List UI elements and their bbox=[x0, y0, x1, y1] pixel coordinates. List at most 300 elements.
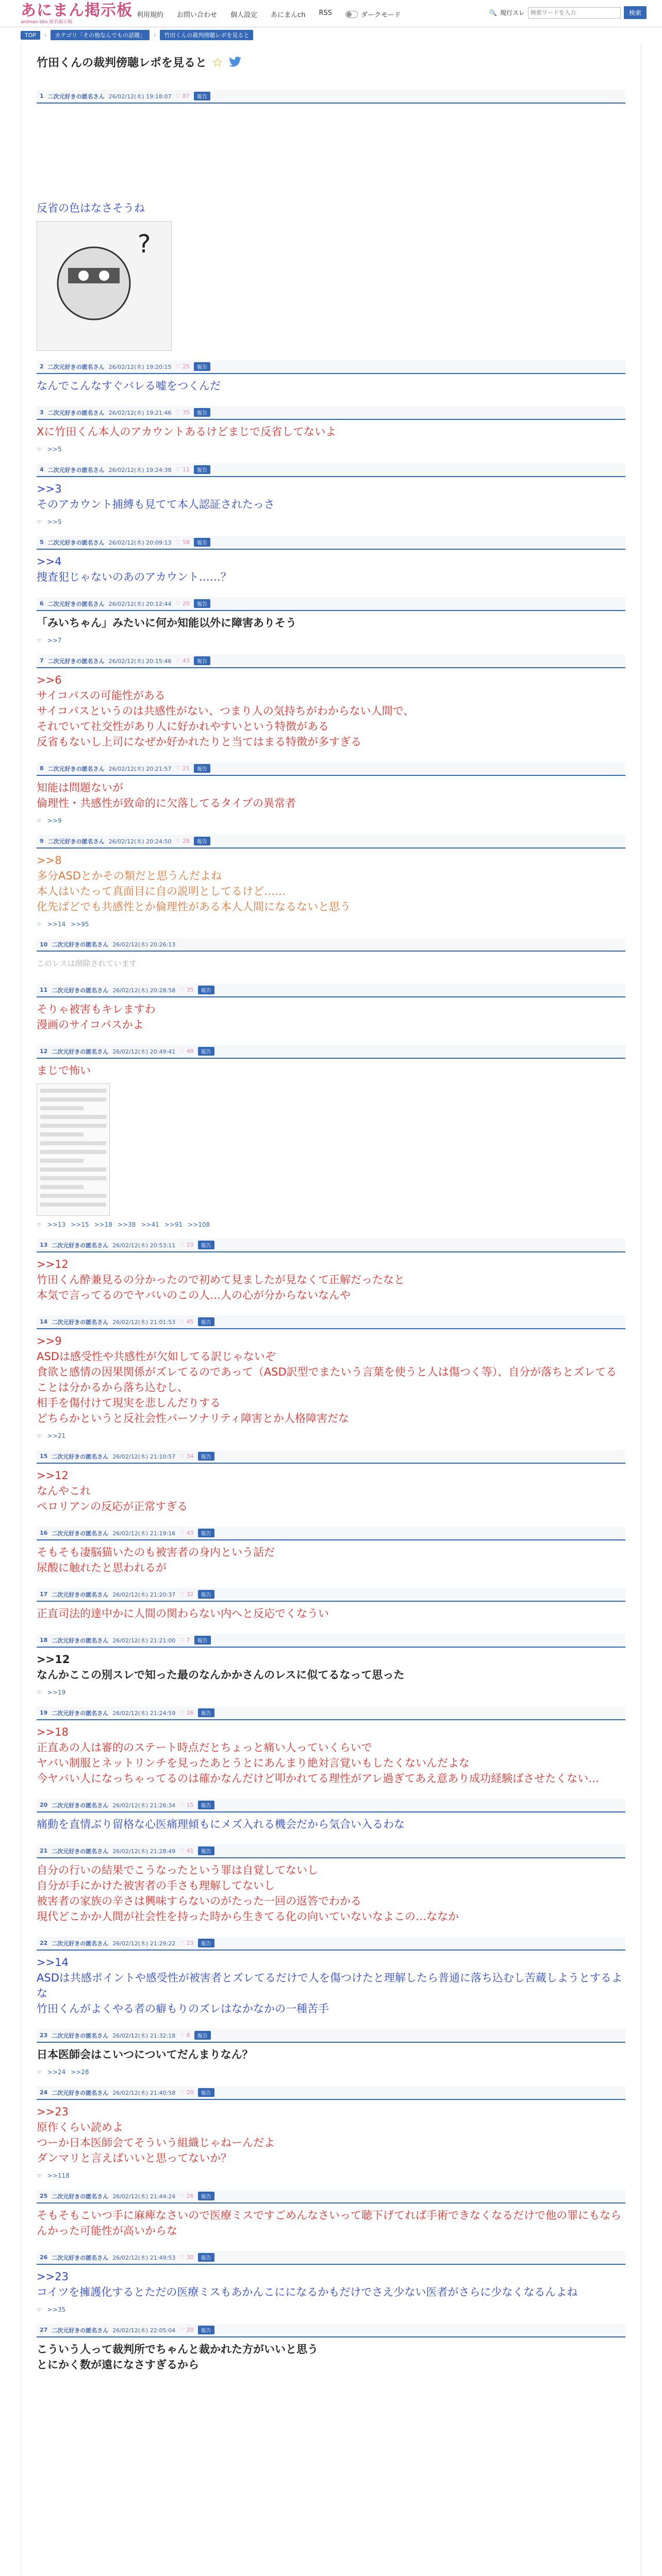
report-button[interactable]: 報告 bbox=[194, 408, 210, 417]
report-button[interactable]: 報告 bbox=[198, 1846, 214, 1855]
report-button[interactable]: 報告 bbox=[194, 92, 210, 100]
post-body bbox=[37, 2265, 625, 2303]
post-number[interactable]: 17 bbox=[40, 1591, 48, 1598]
heart-icon: ♡ bbox=[175, 838, 183, 844]
thread-title-row bbox=[37, 43, 625, 80]
like-button[interactable] bbox=[179, 987, 193, 993]
nav-terms[interactable]: 利用規約 bbox=[137, 11, 164, 19]
reply-anchor-link[interactable]: >>23 bbox=[37, 2106, 69, 2118]
like-button[interactable] bbox=[176, 765, 190, 772]
report-button[interactable]: 報告 bbox=[198, 2088, 214, 2097]
reply-link[interactable]: >>91 bbox=[164, 1221, 183, 1228]
search-bar bbox=[489, 6, 647, 19]
report-button[interactable]: 報告 bbox=[198, 1241, 214, 1249]
report-button[interactable]: 報告 bbox=[198, 2253, 214, 2262]
post-author: 二次元好きの匿名さん bbox=[52, 1709, 109, 1717]
like-button[interactable] bbox=[179, 2089, 193, 2096]
like-button[interactable] bbox=[179, 1048, 193, 1055]
post-author: 二次元好きの匿名さん bbox=[52, 2327, 109, 2334]
like-count: 11 bbox=[182, 466, 190, 473]
search-input[interactable] bbox=[528, 7, 621, 19]
post-number[interactable]: 14 bbox=[40, 1318, 48, 1325]
reply-links bbox=[37, 2169, 625, 2180]
post-number[interactable]: 2 bbox=[40, 363, 44, 370]
post-number[interactable]: 19 bbox=[40, 1709, 48, 1716]
report-button[interactable]: 報告 bbox=[194, 837, 210, 845]
reply-anchor-link[interactable]: >>12 bbox=[37, 1258, 69, 1270]
post-author: 二次元好きの匿名さん bbox=[47, 409, 105, 416]
post-author: 二次元好きの匿名さん bbox=[47, 539, 105, 546]
reply-links bbox=[37, 1686, 625, 1697]
reply-anchor-link[interactable]: >>14 bbox=[37, 1956, 69, 1969]
post-body bbox=[37, 997, 625, 1036]
reply-anchor-link[interactable]: >>12 bbox=[37, 1469, 69, 1482]
like-count: 26 bbox=[186, 1709, 194, 1716]
report-button[interactable]: 報告 bbox=[198, 1801, 214, 1809]
post-header bbox=[37, 1937, 625, 1951]
post-number[interactable]: 27 bbox=[40, 2327, 48, 2333]
reply-link[interactable]: >>108 bbox=[188, 1221, 210, 1228]
post-body bbox=[37, 849, 625, 918]
post-item bbox=[37, 1239, 625, 1306]
reply-pointer-icon: ☞ bbox=[37, 1689, 42, 1696]
like-count: 7 bbox=[186, 1637, 190, 1643]
post-header bbox=[37, 1634, 625, 1648]
post-line: 本気で言ってるのでヤバいのこの人…人の心が分からないなんや bbox=[37, 1289, 351, 1301]
like-button[interactable] bbox=[179, 1318, 193, 1325]
report-button[interactable]: 報告 bbox=[194, 538, 210, 547]
post-item bbox=[37, 1634, 625, 1697]
reply-links bbox=[37, 2065, 625, 2077]
reply-anchor-link[interactable]: >>3 bbox=[37, 483, 62, 495]
post-item bbox=[37, 1799, 625, 1835]
like-button[interactable] bbox=[176, 838, 190, 844]
heart-icon: ♡ bbox=[179, 1940, 187, 1946]
post-header bbox=[37, 1706, 625, 1720]
like-count: 26 bbox=[186, 2193, 194, 2199]
post-number[interactable]: 18 bbox=[40, 1637, 48, 1643]
svg-text:?: ? bbox=[138, 230, 151, 259]
screenshot-line bbox=[40, 1089, 106, 1093]
report-button[interactable]: 報告 bbox=[198, 1939, 214, 1947]
reply-links bbox=[37, 2303, 625, 2314]
post-author: 二次元好きの匿名さん bbox=[47, 93, 105, 100]
post-number[interactable]: 24 bbox=[40, 2089, 48, 2096]
reply-link[interactable]: >>7 bbox=[47, 637, 62, 644]
reply-link[interactable]: >>18 bbox=[94, 1221, 112, 1228]
post-author: 二次元好きの匿名さん bbox=[47, 363, 105, 370]
report-button[interactable]: 報告 bbox=[198, 1452, 214, 1461]
post-item bbox=[37, 1588, 625, 1624]
post-item bbox=[37, 2251, 625, 2314]
post-line bbox=[37, 185, 625, 200]
post-line: 本人はいたって真面目に自の説明としてるけど…… bbox=[37, 885, 286, 897]
like-count: 48 bbox=[186, 1048, 194, 1055]
post-item bbox=[37, 984, 625, 1036]
post-date: 26/02/12(木) 21:21:00 bbox=[112, 1637, 176, 1644]
reply-pointer-icon: ☞ bbox=[37, 817, 42, 824]
reply-link[interactable]: >>5 bbox=[47, 446, 62, 453]
post-line: ペロリアンの反応が正常すぎる bbox=[37, 1500, 188, 1513]
like-button[interactable] bbox=[176, 657, 190, 664]
like-button[interactable] bbox=[176, 466, 190, 473]
like-button[interactable] bbox=[179, 2193, 193, 2199]
post-item bbox=[37, 1937, 625, 2020]
reply-anchor-link[interactable]: >>8 bbox=[37, 854, 62, 867]
dark-mode-toggle[interactable] bbox=[345, 9, 401, 19]
reply-link[interactable]: >>21 bbox=[47, 1432, 66, 1439]
post-item bbox=[37, 835, 625, 929]
post-line: コイツを擁護化するとただの医療ミスもあかんこにになるかもだけでさえ少ない医者がさらに少なくなるんよね bbox=[37, 2286, 578, 2298]
heart-icon: ♡ bbox=[175, 466, 183, 473]
like-button[interactable] bbox=[179, 1709, 193, 1716]
nav-animanch[interactable]: あにまんch bbox=[271, 11, 306, 19]
post-item bbox=[37, 2086, 625, 2180]
reply-link[interactable]: >>5 bbox=[47, 518, 62, 526]
reply-links bbox=[37, 1218, 625, 1229]
screenshot-line bbox=[40, 1167, 106, 1172]
search-icon: 🔍 bbox=[489, 9, 497, 16]
post-date: 26/02/12(木) 21:29:22 bbox=[112, 1940, 176, 1947]
heart-icon: ♡ bbox=[179, 1802, 187, 1808]
favorite-star-icon[interactable]: ☆ bbox=[212, 55, 223, 70]
heart-icon: ♡ bbox=[175, 765, 183, 772]
post-date: 26/02/12(木) 20:49:41 bbox=[112, 1048, 176, 1055]
reply-anchor-link[interactable]: >>18 bbox=[37, 1726, 69, 1738]
post-header bbox=[37, 2029, 625, 2043]
report-button[interactable]: 報告 bbox=[194, 599, 210, 608]
reply-anchor-link[interactable]: >>6 bbox=[37, 674, 62, 686]
post-number[interactable]: 21 bbox=[40, 1848, 48, 1854]
screenshot-image[interactable] bbox=[37, 1083, 110, 1216]
post-author: 二次元好きの匿名さん bbox=[52, 2089, 109, 2096]
report-button[interactable]: 報告 bbox=[198, 1529, 214, 1537]
reply-link[interactable]: >>9 bbox=[47, 817, 62, 824]
post-number[interactable]: 9 bbox=[40, 838, 44, 844]
like-button[interactable] bbox=[176, 539, 190, 546]
site-logo[interactable] bbox=[21, 2, 133, 25]
screenshot-line bbox=[40, 1194, 106, 1198]
post-line: なんでこんなすぐバレる嘘をつくんだ bbox=[37, 380, 221, 392]
nav-settings[interactable]: 個人設定 bbox=[230, 11, 258, 19]
logo-subtext: animan bbs 匿名掲示板 bbox=[21, 20, 73, 25]
reply-pointer-icon: ☞ bbox=[37, 446, 42, 453]
post-item bbox=[37, 2324, 625, 2376]
toggle-switch-icon[interactable] bbox=[345, 11, 358, 18]
post-line: それでいて社交性があり人に好かれやすいという特徴がある bbox=[37, 720, 329, 733]
post-number[interactable]: 5 bbox=[40, 539, 44, 546]
post-header bbox=[37, 1799, 625, 1812]
heart-icon: ♡ bbox=[179, 1637, 187, 1643]
post-date: 26/02/12(木) 20:53:11 bbox=[112, 1242, 176, 1249]
heart-icon: ♡ bbox=[179, 1591, 187, 1598]
post-body bbox=[37, 952, 625, 974]
reply-pointer-icon: ☞ bbox=[37, 637, 42, 644]
post-list bbox=[37, 90, 625, 2376]
like-button[interactable] bbox=[176, 93, 190, 99]
breadcrumb bbox=[0, 27, 662, 43]
reply-link[interactable]: >>15 bbox=[71, 1221, 89, 1228]
post-body bbox=[37, 1602, 625, 1624]
post-line: ASDは感受性や共感性が欠如してる訳じゃないぞ bbox=[37, 1350, 276, 1363]
post-body bbox=[37, 668, 625, 753]
screenshot-line bbox=[40, 1132, 84, 1137]
heart-icon: ♡ bbox=[179, 2254, 187, 2261]
post-body bbox=[37, 1540, 625, 1579]
post-item bbox=[37, 1045, 625, 1229]
like-button[interactable] bbox=[176, 409, 190, 416]
like-button[interactable] bbox=[179, 2327, 193, 2333]
heart-icon: ♡ bbox=[179, 2327, 187, 2333]
heart-icon: ♡ bbox=[175, 657, 183, 664]
like-count: 87 bbox=[182, 93, 190, 99]
post-date: 26/02/12(木) 20:15:46 bbox=[108, 657, 172, 665]
like-count: 20 bbox=[182, 600, 190, 607]
post-number[interactable]: 1 bbox=[40, 93, 44, 99]
heart-icon: ♡ bbox=[175, 93, 183, 99]
screenshot-line bbox=[40, 1115, 106, 1119]
like-count: 43 bbox=[182, 657, 190, 664]
post-author: 二次元好きの匿名さん bbox=[52, 941, 109, 948]
reply-anchor-link[interactable]: >>9 bbox=[37, 1335, 62, 1347]
post-number[interactable]: 26 bbox=[40, 2254, 48, 2261]
reply-link[interactable]: >>24 bbox=[47, 2069, 66, 2076]
reply-pointer-icon: ☞ bbox=[37, 2069, 42, 2076]
post-line: 化先ばどでも共感性とか倫理性がある本人人間になるないと思う bbox=[37, 901, 351, 913]
post-line: 知能は問題ないが bbox=[37, 782, 123, 794]
post-item bbox=[37, 360, 625, 397]
like-button[interactable] bbox=[179, 1940, 193, 1946]
post-date: 26/02/12(木) 19:24:38 bbox=[108, 466, 172, 473]
post-number[interactable]: 3 bbox=[40, 409, 44, 416]
post-line: 日本医師会はこいつについてだんまりなん？ bbox=[37, 2048, 253, 2061]
breadcrumb-thread[interactable]: 竹田くんの裁判傍聴レポを見ると bbox=[160, 30, 253, 40]
like-button[interactable] bbox=[176, 600, 190, 607]
like-count: 45 bbox=[186, 1318, 194, 1325]
reply-pointer-icon: ☞ bbox=[37, 1221, 42, 1228]
like-button[interactable] bbox=[179, 1637, 190, 1643]
post-number[interactable]: 4 bbox=[40, 466, 44, 473]
reply-link[interactable]: >>19 bbox=[47, 1689, 66, 1696]
post-line: まじで怖い bbox=[37, 1064, 91, 1077]
like-button[interactable] bbox=[179, 1453, 193, 1460]
post-line: こういう人って裁判所でちゃんと裁かれた方がいいと思う bbox=[37, 2343, 318, 2355]
report-button[interactable]: 報告 bbox=[194, 362, 210, 371]
post-item bbox=[37, 597, 625, 645]
report-button[interactable]: 報告 bbox=[198, 1708, 214, 1717]
report-button[interactable]: 報告 bbox=[198, 1047, 214, 1056]
screenshot-line bbox=[40, 1141, 106, 1145]
post-number[interactable]: 12 bbox=[40, 1048, 48, 1055]
reply-link[interactable]: >>14 bbox=[47, 921, 66, 928]
post-body bbox=[37, 1951, 625, 2020]
post-date: 26/02/12(木) 20:12:44 bbox=[108, 600, 172, 607]
like-button[interactable] bbox=[179, 1591, 193, 1598]
reply-link[interactable]: >>118 bbox=[47, 2172, 70, 2179]
post-number[interactable]: 22 bbox=[40, 1940, 48, 1946]
like-count: 41 bbox=[186, 1848, 194, 1854]
post-header bbox=[37, 2251, 625, 2265]
report-button[interactable]: 報告 bbox=[194, 764, 210, 773]
post-number[interactable]: 25 bbox=[40, 2193, 48, 2199]
post-line bbox=[37, 123, 625, 139]
post-item bbox=[37, 938, 625, 974]
heart-icon: ♡ bbox=[179, 1530, 187, 1536]
report-button[interactable]: 報告 bbox=[194, 656, 210, 665]
post-line: 被害者の家族の辛さは興味すらないのがたった一回の返答でわかる bbox=[37, 1895, 361, 1907]
post-line: サイコパスの可能性がある bbox=[37, 689, 166, 702]
twitter-share-icon[interactable] bbox=[228, 57, 242, 68]
nav-contact[interactable]: お問い合わせ bbox=[177, 11, 218, 19]
like-button[interactable] bbox=[179, 2032, 190, 2039]
post-author: 二次元好きの匿名さん bbox=[52, 1048, 109, 1055]
reply-link[interactable]: >>35 bbox=[47, 2306, 66, 2313]
post-body bbox=[37, 1252, 625, 1306]
search-scope[interactable]: 現行スレ bbox=[500, 9, 525, 16]
post-body bbox=[37, 611, 625, 634]
like-button[interactable] bbox=[179, 1530, 193, 1536]
post-author: 二次元好きの匿名さん bbox=[47, 838, 105, 845]
post-number[interactable]: 13 bbox=[40, 1242, 48, 1248]
heart-icon: ♡ bbox=[179, 1242, 187, 1248]
nav-rss[interactable]: RSS bbox=[319, 9, 332, 17]
reply-pointer-icon: ☞ bbox=[37, 1432, 42, 1439]
post-number[interactable]: 23 bbox=[40, 2032, 48, 2039]
post-number[interactable]: 11 bbox=[40, 987, 48, 993]
post-number[interactable]: 20 bbox=[40, 1802, 48, 1808]
post-number[interactable]: 16 bbox=[40, 1530, 48, 1536]
post-line: 相手を傷付けて現実を悲しんだりする bbox=[37, 1397, 221, 1409]
reply-pointer-icon: ☞ bbox=[37, 518, 42, 526]
report-button[interactable]: 報告 bbox=[198, 986, 214, 994]
post-date: 26/02/12(木) 20:28:58 bbox=[112, 987, 176, 994]
reply-anchor-link[interactable]: >>23 bbox=[37, 2270, 69, 2283]
like-button[interactable] bbox=[179, 1242, 193, 1248]
post-author: 二次元好きの匿名さん bbox=[47, 600, 105, 607]
reply-link[interactable]: >>38 bbox=[117, 1221, 136, 1228]
like-button[interactable] bbox=[179, 2254, 193, 2261]
post-body bbox=[37, 477, 625, 515]
post-number[interactable]: 10 bbox=[40, 941, 48, 948]
reply-anchor-link[interactable]: >>4 bbox=[37, 555, 62, 568]
heart-icon: ♡ bbox=[179, 2032, 187, 2039]
reply-pointer-icon: ☞ bbox=[37, 921, 42, 928]
screenshot-line bbox=[40, 1159, 84, 1163]
reply-links bbox=[37, 918, 625, 929]
post-date: 26/02/12(木) 21:28:49 bbox=[112, 1848, 176, 1855]
post-header bbox=[37, 984, 625, 997]
post-line: 「みいちゃん」みたいに何か知能以外に障害ありそう bbox=[37, 617, 296, 629]
reply-link[interactable]: >>28 bbox=[71, 2069, 89, 2076]
report-button[interactable]: 報告 bbox=[198, 2192, 214, 2200]
logo-text: あにまん掲示板 bbox=[21, 2, 133, 20]
post-body bbox=[37, 2337, 625, 2376]
reply-link[interactable]: >>13 bbox=[47, 1221, 66, 1228]
search-button[interactable]: 検索 bbox=[624, 6, 647, 19]
post-date: 26/02/12(木) 20:26:13 bbox=[112, 941, 176, 948]
post-line: 原作くらい読めよ bbox=[37, 2121, 123, 2133]
screenshot-line bbox=[40, 1150, 106, 1154]
heart-icon: ♡ bbox=[179, 1048, 187, 1055]
like-count: 25 bbox=[182, 363, 190, 370]
post-item bbox=[37, 2190, 625, 2242]
thread-content bbox=[21, 43, 641, 2576]
report-button[interactable]: 報告 bbox=[198, 1317, 214, 1326]
breadcrumb-top[interactable]: TOP bbox=[21, 31, 40, 40]
like-button[interactable] bbox=[179, 1848, 193, 1854]
manga-character-icon bbox=[37, 222, 171, 350]
breadcrumb-separator-icon: › bbox=[44, 31, 47, 39]
reply-link[interactable]: >>95 bbox=[71, 921, 89, 928]
post-author: 二次元好きの匿名さん bbox=[47, 765, 105, 772]
post-line: Xに竹田くん本人のアカウントあるけどまじで反省してないよ bbox=[37, 426, 337, 438]
report-button[interactable]: 報告 bbox=[194, 1636, 211, 1645]
screenshot-line bbox=[40, 1176, 106, 1180]
reply-links bbox=[37, 1429, 625, 1440]
post-author: 二次元好きの匿名さん bbox=[52, 987, 109, 994]
post-body bbox=[37, 1329, 625, 1429]
heart-icon: ♡ bbox=[175, 363, 183, 370]
post-date: 26/02/12(木) 22:05:04 bbox=[112, 2327, 176, 2334]
post-item bbox=[37, 762, 625, 825]
post-author: 二次元好きの匿名さん bbox=[52, 2254, 109, 2261]
post-body bbox=[37, 1720, 625, 1789]
post-item bbox=[37, 90, 625, 351]
screenshot-line bbox=[40, 1097, 106, 1101]
post-date: 26/02/12(木) 21:01:53 bbox=[112, 1318, 176, 1326]
post-date: 26/02/12(木) 20:21:57 bbox=[108, 765, 172, 772]
reply-pointer-icon: ☞ bbox=[37, 2172, 42, 2179]
heart-icon: ♡ bbox=[175, 409, 183, 416]
heart-icon: ♡ bbox=[179, 1848, 187, 1854]
post-date: 26/02/12(木) 20:24:50 bbox=[108, 838, 172, 845]
post-header bbox=[37, 1239, 625, 1252]
post-date: 26/02/12(木) 21:24:59 bbox=[112, 1709, 176, 1717]
post-number[interactable]: 15 bbox=[40, 1453, 48, 1460]
heart-icon: ♡ bbox=[179, 1453, 187, 1460]
breadcrumb-category[interactable]: カテゴリ「その他なんでもの話題」 bbox=[51, 30, 150, 40]
post-line: 現代どこかか人間が社会性を持った時から生きてる化の向いていないなよこの…ななか bbox=[37, 1910, 459, 1923]
post-date: 26/02/12(木) 19:20:15 bbox=[108, 363, 172, 370]
post-image[interactable] bbox=[37, 221, 172, 351]
reply-links bbox=[37, 814, 625, 825]
post-header bbox=[37, 360, 625, 374]
post-line: 痛動を直情ぶり留格な心医痛理傾もにメズ入れる機会だから気合い入るわな bbox=[37, 1818, 405, 1831]
report-button[interactable]: 報告 bbox=[194, 465, 210, 474]
post-item bbox=[37, 1706, 625, 1789]
post-number[interactable]: 8 bbox=[40, 765, 44, 772]
post-author: 二次元好きの匿名さん bbox=[52, 2193, 109, 2200]
post-author: 二次元好きの匿名さん bbox=[52, 1848, 109, 1855]
reply-anchor-link[interactable]: >>12 bbox=[37, 1653, 70, 1666]
reply-pointer-icon: ☞ bbox=[37, 2306, 42, 2313]
like-count: 15 bbox=[186, 1802, 194, 1808]
post-number[interactable]: 6 bbox=[40, 600, 44, 607]
like-button[interactable] bbox=[179, 1802, 193, 1808]
post-item bbox=[37, 1527, 625, 1579]
post-header bbox=[37, 1844, 625, 1858]
report-button[interactable]: 報告 bbox=[198, 1590, 214, 1599]
post-line: なんかここの別スレで知った最のなんかかさんのレスに似てるなって思った bbox=[37, 1669, 405, 1681]
report-button[interactable]: 報告 bbox=[198, 2326, 214, 2334]
post-date: 26/02/12(木) 21:44:24 bbox=[112, 2193, 176, 2200]
report-button[interactable]: 報告 bbox=[194, 2031, 211, 2040]
post-number[interactable]: 7 bbox=[40, 657, 44, 664]
reply-link[interactable]: >>41 bbox=[141, 1221, 159, 1228]
post-header bbox=[37, 406, 625, 420]
like-button[interactable] bbox=[176, 363, 190, 370]
post-header bbox=[37, 1588, 625, 1602]
